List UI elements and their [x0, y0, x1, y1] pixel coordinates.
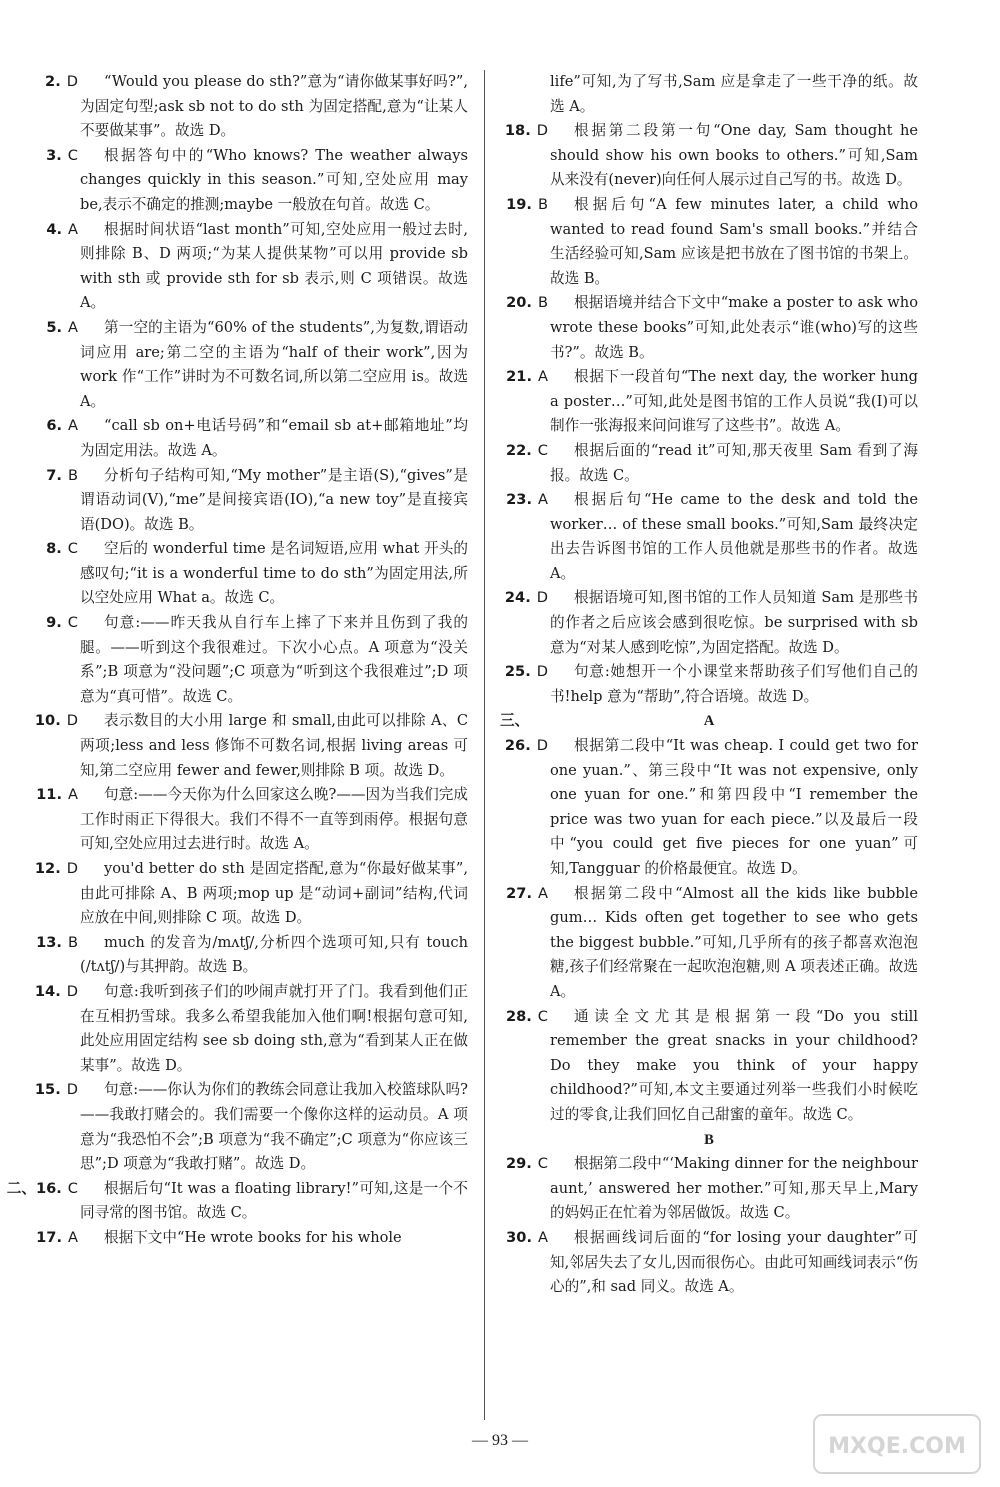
- answer-item: [30, 1226, 468, 1251]
- question-index: 21.: [506, 368, 533, 386]
- watermark-text: MXQE.COM: [828, 1434, 966, 1459]
- explanation-text: 句意:她想开一个小课堂来帮助孩子们写他们自己的书!help 意为“帮助”,符合语境。故选 D。: [550, 663, 918, 705]
- answer-letter: D: [66, 982, 78, 1000]
- question-number: [500, 1226, 548, 1251]
- answer-item: [30, 70, 468, 144]
- explanation-text: 根据第二段中“Almost all the kids like bubble gum… Kids often get together to see who gets the biggest bubble.”可知,几乎所有的孩子都喜欢泡泡糖,孩子们经常聚在一起吹泡泡糖,则 A 项表述正确。故选 A。: [550, 884, 918, 1000]
- answer-item: [30, 464, 468, 538]
- question-index: 13.: [36, 933, 62, 951]
- answer-letter: C: [537, 441, 548, 459]
- answer-letter: D: [66, 1081, 78, 1099]
- explanation-text: “call sb on+电话号码”和“email sb at+邮箱地址”均为固定用法。故选 A。: [80, 417, 468, 459]
- explanation-text: 句意:——昨天我从自行车上摔了下来并且伤到了我的腿。——听到这个我很难过。下次小心点。A 项意为“没关系”;B 项意为“没问题”;C 项意为“听到这个我很难过”;D 项意为“真可惜”。故选 C。: [80, 614, 468, 705]
- explanation-text: 根据第二段中“It was cheap. I could get two for one yuan.”、第三段中“It was not expensive, only one yuan for one.”和第四段中“I remember the price was two yuan for each piece.”以及最后一段中“you could get five pieces for one yuan”可知,Tangguar 的价格最便宜。故选 D。: [550, 737, 918, 877]
- answer-item: [500, 1226, 918, 1300]
- explanation-text: 表示数目的大小用 large 和 small,由此可以排除 A、C 两项;less and less 修饰不可数名词,根据 living areas 可知,第二空应用 fewer and fewer,则排除 B 项。故选 D。: [80, 712, 468, 779]
- question-number: [30, 464, 78, 489]
- explanation-text: 根据语境并结合下文中“make a poster to ask who wrote these books”可知,此处表示“谁(who)写的这些书?”。故选 B。: [550, 294, 918, 361]
- question-index: 20.: [506, 294, 532, 312]
- question-index: 10.: [34, 712, 61, 730]
- question-number: [30, 70, 78, 95]
- explanation-text: 空后的 wonderful time 是名词短语,应用 what 开头的感叹句;“it is a wonderful time to do sth”为固定用法,所以空处应用 What a。故选 C。: [80, 540, 468, 607]
- question-number: [2, 1177, 78, 1202]
- explanation-text: 句意:我听到孩子们的吵闹声就打开了门。我看到他们正在互相扔雪球。我多么希望我能加入他们啊!根据句意可知,此处应用固定结构 see sb doing sth,意为“看到某人正在做某事”。故选 D。: [80, 982, 468, 1074]
- explanation-text: 根据下文中“He wrote books for his whole: [104, 1228, 402, 1246]
- section-three-header: [500, 709, 918, 734]
- question-index: 27.: [506, 884, 533, 902]
- answer-letter: A: [68, 1228, 78, 1246]
- question-index: 19.: [506, 195, 532, 213]
- column-divider: [484, 70, 485, 1420]
- answer-letter: D: [536, 737, 548, 755]
- answer-list-part-two: [500, 119, 918, 709]
- answer-letter: A: [538, 491, 548, 509]
- question-number: [30, 709, 78, 734]
- explanation-text: 根据后面的“read it”可知,那天夜里 Sam 看到了海报。故选 C。: [550, 441, 918, 484]
- question-number: [30, 611, 78, 636]
- question-index: 26.: [504, 737, 531, 755]
- answer-letter: B: [537, 294, 548, 312]
- explanation-text: 根据第二段中“‘Making dinner for the neighbour aunt,’ answered her mother.”可知,那天早上,Mary 的妈妈正在忙着为邻居做饭。故选 C。: [550, 1155, 918, 1222]
- question-index: 9.: [46, 614, 62, 632]
- left-column: [6, 70, 468, 1251]
- explanation-text: 根据后句“He came to the desk and told the worker… of these small books.”可知,Sam 最终决定出去告诉图书馆的工作人员他就是那些书的作者。故选 A。: [550, 491, 918, 582]
- answer-item: [500, 660, 918, 709]
- answer-item: [500, 1005, 918, 1128]
- question-index: 7.: [46, 466, 62, 484]
- question-index: 24.: [504, 589, 531, 607]
- question-index: 8.: [46, 540, 62, 558]
- answer-item: [500, 488, 918, 586]
- answer-item: [500, 586, 918, 660]
- question-index: 14.: [34, 982, 61, 1000]
- explanation-text: 根据时间状语“last month”可知,空处应用一般过去时,则排除 B、D 两项;“为某人提供某物”可以用 provide sb with sth 或 provide sth for sb 表示,则 C 项错误。故选 A。: [80, 220, 468, 312]
- answer-letter: C: [537, 1155, 548, 1173]
- answer-item: [30, 144, 468, 218]
- question-number: [500, 291, 548, 316]
- answer-item: [500, 734, 918, 882]
- question-index: 25.: [504, 663, 531, 681]
- answer-item: [6, 1177, 468, 1226]
- question-number: [500, 1152, 548, 1177]
- answer-letter: C: [67, 146, 78, 164]
- answer-item: [500, 1152, 918, 1226]
- question-number: [30, 1078, 78, 1103]
- answer-item: [30, 1078, 468, 1176]
- question-index: 3.: [46, 146, 62, 164]
- page-number: — 93 —: [472, 1432, 528, 1449]
- answer-letter: B: [537, 195, 548, 213]
- explanation-text: 分析句子结构可知,“My mother”是主语(S),“gives”是谓语动词(V),“me”是间接宾语(IO),“a new toy”是直接宾语(DO)。故选 B。: [80, 466, 468, 533]
- answer-item: [30, 709, 468, 783]
- answer-letter: C: [67, 1179, 78, 1197]
- question-number: [30, 537, 78, 562]
- answer-letter: A: [68, 786, 78, 804]
- question-number: [30, 144, 78, 169]
- passage-a-heading: A: [703, 713, 715, 730]
- question-index: 18.: [504, 122, 531, 140]
- answer-letter: A: [68, 220, 78, 238]
- answer-letter: B: [67, 933, 78, 951]
- question-index: 11.: [36, 786, 63, 804]
- passage-b-answers: [500, 1152, 918, 1300]
- question-number: [30, 316, 78, 341]
- question-number: [30, 1226, 78, 1251]
- question-index: 12.: [34, 860, 61, 877]
- answer-letter: A: [538, 1228, 548, 1246]
- answer-letter: C: [67, 540, 78, 558]
- answer-item: [500, 119, 918, 193]
- explanation-text: 第一空的主语为“60% of the students”,为复数,谓语动词应用 are;第二空的主语为“half of their work”,因为 work 作“工作”讲时为不可数名词,所以第二空应用 is。故选 A。: [80, 318, 468, 410]
- question-number: [30, 783, 78, 808]
- answer-letter: D: [536, 589, 548, 607]
- question-index: 30.: [506, 1228, 533, 1246]
- question-number: [500, 439, 548, 464]
- answer-item: [30, 218, 468, 316]
- question-number: [500, 119, 548, 144]
- question-index: 5.: [46, 318, 63, 336]
- question-number: [500, 365, 548, 390]
- explanation-text: 根据第二段第一句“One day, Sam thought he should show his own books to others.”可知,Sam 从来没有(never)向任何人展示过自己写的书。故选 D。: [550, 122, 918, 189]
- question-number: [30, 931, 78, 956]
- answer-letter: A: [538, 368, 548, 386]
- question-index: 22.: [505, 441, 532, 459]
- answer-letter: C: [537, 1007, 548, 1025]
- answer-item: [500, 439, 918, 488]
- explanation-text: 通读全文尤其是根据第一段“Do you still remember the great snacks in your childhood? Do they make you think of your happy childhood?”可知,本文主要通过列举一些我们小时候吃过的零食,让我们回忆自己甜蜜的童年。故选 C。: [550, 1007, 918, 1123]
- explanation-text: 根据后句“It was a floating library!”可知,这是一个不同寻常的图书馆。故选 C。: [80, 1179, 468, 1222]
- explanation-text: much 的发音为/mʌtʃ/,分析四个选项可知,只有 touch (/tʌtʃ/)与其押韵。故选 B。: [80, 933, 468, 976]
- answer-letter: D: [66, 712, 78, 730]
- question-index: 15.: [34, 1081, 61, 1099]
- question-number: [30, 218, 78, 243]
- question-number: [30, 414, 78, 439]
- watermark-logo: [812, 1413, 982, 1475]
- answer-item: [30, 611, 468, 709]
- explanation-text: 根据语境可知,图书馆的工作人员知道 Sam 是那些书的作者之后应该会感到很吃惊。be surprised with sb 意为“对某人感到吃惊”,为固定搭配。故选 D。: [550, 589, 918, 656]
- answer-item: [30, 537, 468, 611]
- answer-letter: D: [66, 860, 78, 877]
- answer-item: [30, 414, 468, 463]
- answer-letter: D: [536, 122, 548, 140]
- answer-item: [30, 857, 468, 931]
- explanation-text: 句意:——今天你为什么回家这么晚?——因为当我们完成工作时雨正下得很大。我们不得不一直等到雨停。根据句意可知,空处应用过去进行时。故选 A。: [80, 786, 468, 853]
- explanation-text: 根据答句中的“Who knows? The weather always changes quickly in this season.”可知,空处应用 may be,表示不确定的推测;maybe 一般放在句首。故选 C。: [80, 146, 468, 213]
- question-index: 6.: [46, 417, 63, 435]
- question-number: [500, 734, 548, 759]
- question-index: 17.: [36, 1228, 63, 1246]
- question-number: [500, 1005, 548, 1030]
- answer-item: [30, 783, 468, 857]
- explanation-text: 根据下一段首句“The next day, the worker hung a poster…”可知,此处是图书馆的工作人员说“我(I)可以制作一张海报来问问谁写了这些书”。故选 A。: [550, 368, 918, 435]
- answer-letter: D: [536, 663, 548, 681]
- explanation-text: “Would you please do sth?”意为“请你做某事好吗?”,为固定句型;ask sb not to do sth 为固定搭配,意为“让某人不要做某事”。故选 D。: [80, 73, 468, 140]
- answer-item: [500, 882, 918, 1005]
- answer-item: [30, 931, 468, 980]
- answer-letter: D: [66, 73, 78, 90]
- answer-item: [500, 291, 918, 365]
- explanation-text: 根据后句“A few minutes later, a child who wanted to read found Sam's small books.”并结合生活经验可知,Sam 应该是把书放在了图书馆的书架上。故选 B。: [550, 195, 918, 287]
- answer-item: [30, 980, 468, 1078]
- answer-item: [500, 365, 918, 439]
- answer-letter: B: [67, 466, 78, 484]
- question-index: 29.: [505, 1155, 532, 1173]
- question-number: [30, 857, 78, 882]
- question-index: 28.: [505, 1007, 532, 1025]
- answer-letter: C: [67, 614, 78, 632]
- passage-b-heading: B: [704, 1131, 714, 1148]
- answer-item: [500, 193, 918, 291]
- right-column: [500, 70, 918, 1300]
- question-index: 二、16.: [6, 1179, 62, 1197]
- answer-letter: A: [68, 318, 78, 336]
- explanation-text: 句意:——你认为你们的教练会同意让我加入校篮球队吗?——我敢打赌会的。我们需要一个像你这样的运动员。A 项意为“我恐怕不会”;B 项意为“我不确定”;C 项意为“你应该三思”;D 项意为“我敢打赌”。故选 D。: [80, 1081, 468, 1173]
- question-number: [500, 882, 548, 907]
- question-number: [500, 488, 548, 513]
- question-index: 23.: [506, 491, 533, 509]
- explanation-text: you'd better do sth 是固定搭配,意为“你最好做某事”,由此可排除 A、B 两项;mop up 是“动词+副词”结构,代词应放在中间,则排除 C 项。故选 D。: [80, 860, 468, 927]
- question-number: [500, 193, 548, 218]
- question-number: [500, 660, 548, 685]
- question-index: 4.: [46, 220, 63, 238]
- question-index: 2.: [45, 73, 61, 90]
- section-three-marker: 三、: [500, 712, 530, 730]
- answer-item: [30, 316, 468, 414]
- passage-a-answers: [500, 734, 918, 1128]
- answer-letter: A: [68, 417, 78, 435]
- question-number: [30, 980, 78, 1005]
- answer-letter: A: [538, 884, 548, 902]
- explanation-text: 根据画线词后面的“for losing your daughter”可知,邻居失去了女儿,因而很伤心。由此可知画线词表示“伤心的”,和 sad 同义。故选 A。: [550, 1228, 918, 1296]
- continued-explanation: life”可知,为了写书,Sam 应是拿走了一些干净的纸。故选 A。: [550, 73, 918, 115]
- question-number: [500, 586, 548, 611]
